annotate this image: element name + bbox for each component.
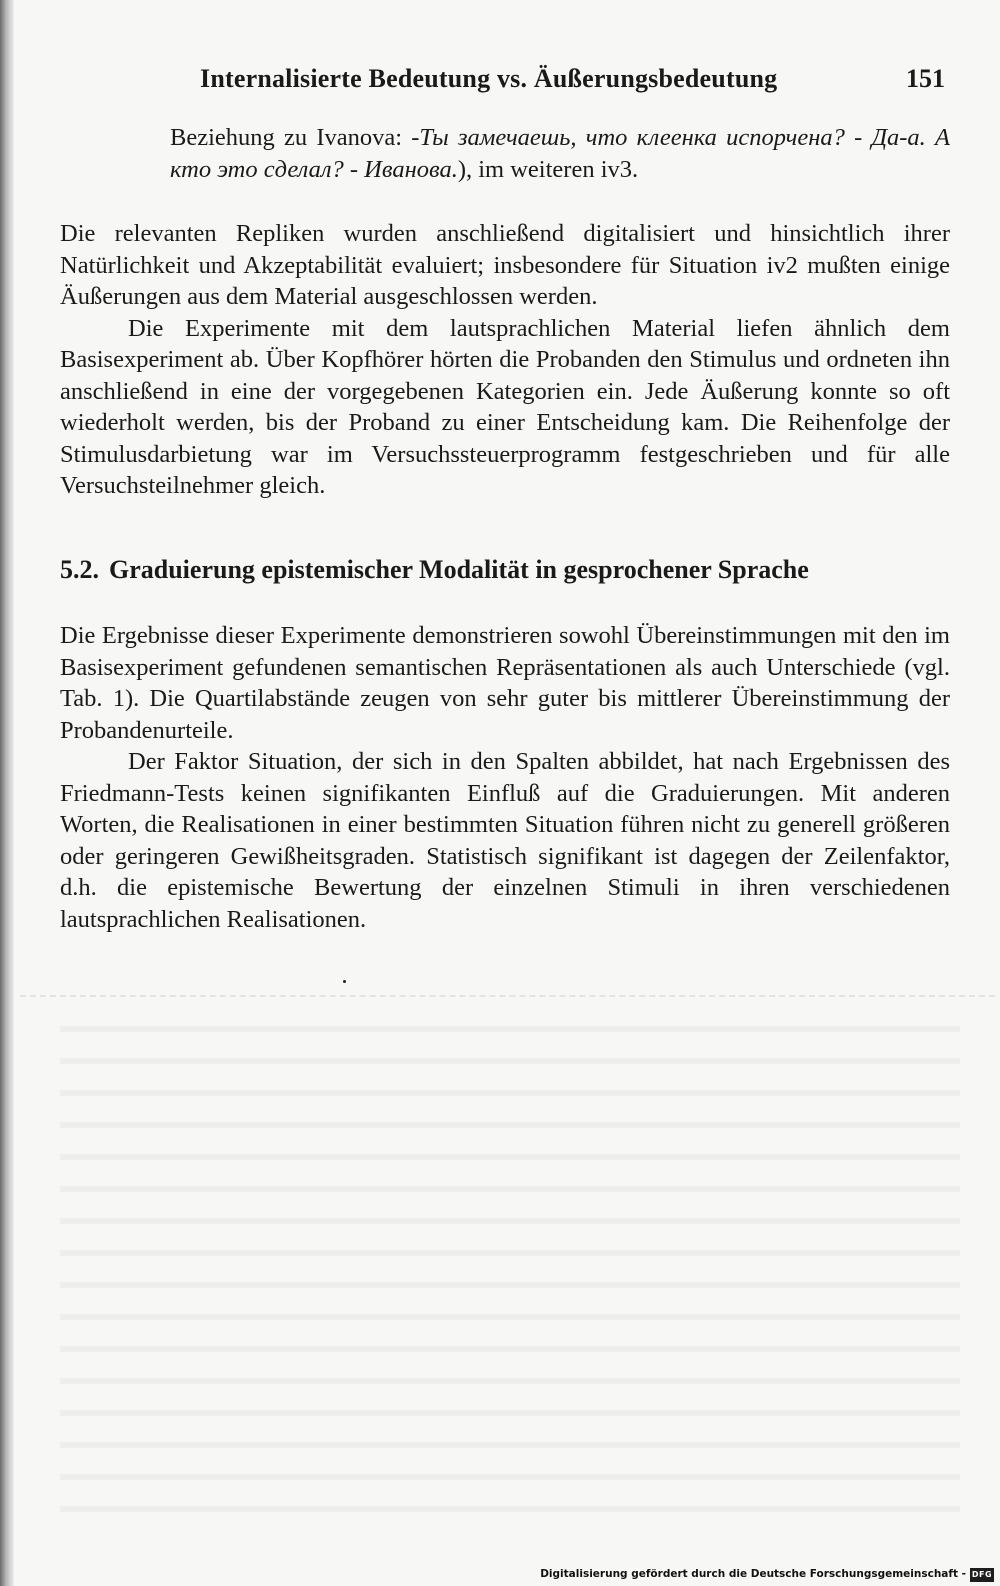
- section-number: 5.2.: [60, 555, 99, 584]
- book-spine-shadow: [0, 0, 14, 1586]
- digitization-credit: Digitalisierung gefördert durch die Deutsche Forschungsgemeinschaft -: [540, 1568, 966, 1580]
- running-head-title: Internalisierte Bedeutung vs. Äußerungsbedeutung: [200, 64, 778, 93]
- paragraph: Die relevanten Repliken wurden anschließend digitalisiert und hinsichtlich ihrer Natürlichkeit und Akzeptabilität evaluiert; insbesondere für Situation iv2 mußten einige Äußerungen aus dem Material ausgeschlossen werden.: [60, 220, 950, 310]
- dfg-logo: DFG: [970, 1568, 994, 1582]
- page-number: 151: [906, 64, 945, 93]
- russian-dialogue: -Ты замечаешь, что клеенка испорчена? - Да-а. А кто это сделал? - Иванова.: [170, 124, 950, 183]
- show-through-text: [60, 1000, 960, 1520]
- paragraph-group-1: [60, 218, 950, 502]
- running-head: [200, 64, 945, 104]
- continuation-suffix: ), im weiteren iv3.: [457, 155, 639, 183]
- paragraph-group-2: [60, 620, 950, 935]
- continuation-paragraph: [170, 122, 950, 185]
- scan-artifact-line: [20, 995, 995, 997]
- section-heading: [60, 555, 950, 585]
- paragraph: Die Experimente mit dem lautsprachlichen Material liefen ähnlich dem Basisexperiment ab. Über Kopfhörer hörten die Probanden den Stimulus und ordneten ihn anschließend in eine der vorgegebenen Kategorien ein. Jede Äußerung konnte so oft wiederholt werden, bis der Proband zu einer Entscheidung kam. Die Reihenfolge der Stimulusdarbietung war im Versuchssteuerprogramm festgeschrieben und für alle Versuchsteilnehmer gleich.: [60, 314, 950, 499]
- paragraph: Die Ergebnisse dieser Experimente demonstrieren sowohl Übereinstimmungen mit den im Basisexperiment gefundenen semantischen Repräsentationen als auch Unterschiede (vgl. Tab. 1). Die Quartilabstände zeugen von sehr guter bis mittlerer Übereinstimmung der Probandenurteile.: [60, 622, 950, 744]
- continuation-prefix: Beziehung zu Ivanova:: [170, 124, 412, 151]
- scan-speck: [343, 980, 346, 983]
- paragraph: Der Faktor Situation, der sich in den Spalten abbildet, hat nach Ergebnissen des Friedmann-Tests keinen signifikanten Einfluß auf die Graduierungen. Mit anderen Worten, die Realisationen in einer bestimmten Situation führen nicht zu generell größeren oder geringeren Gewißheitsgraden. Statistisch signifikant ist dagegen der Zeilenfaktor, d.h. die epistemische Bewertung der einzelnen Stimuli in ihren verschiedenen lautsprachlichen Realisationen.: [60, 748, 950, 933]
- section-title: Graduierung epistemischer Modalität in gesprochener Sprache: [109, 555, 809, 584]
